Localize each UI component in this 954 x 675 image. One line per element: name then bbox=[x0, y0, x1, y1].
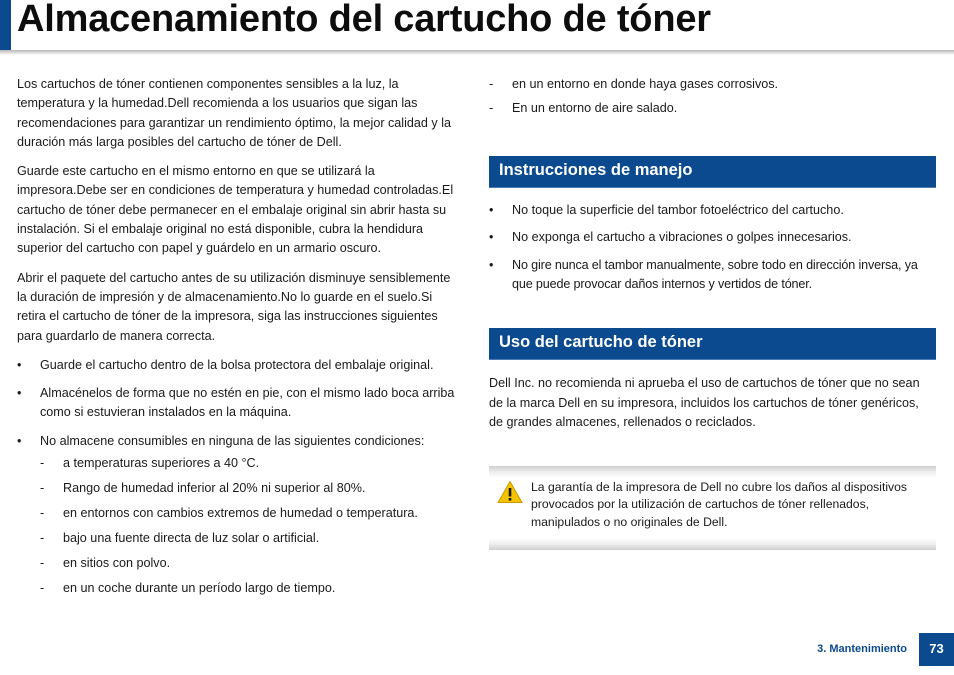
list-item-text: No almacene consumibles en ninguna de las siguientes condiciones: bbox=[40, 433, 425, 448]
unpack-paragraph: Abrir el paquete del cartucho antes de su utilización disminuye sensiblemente la duración de impresión y de almacenamiento.No lo guarde en el suelo.Si retira el cartucho de tóner de la impresora, siga las instrucciones siguientes para guardarlo de manera correcta. bbox=[17, 270, 451, 343]
caution-text: La garantía de la impresora de Dell no cubre los daños al dispositivos provocados por la utilización de cartuchos de tóner rellenados, manipulados o no originales de Dell. bbox=[531, 480, 907, 529]
title-accent-bar bbox=[0, 0, 11, 52]
condition-item bbox=[40, 554, 463, 573]
storage-paragraph: Guarde este cartucho en el mismo entorno en que se utilizará la impresora.Debe ser en condiciones de temperatura y humedad controladas.El cartucho de tóner debe permanecer en el embalaje original sin abrir hasta su instalación. Si el embalaje original no está disponible, cubra la hendidura superior del cartucho con papel y guárdelo en un armario oscuro. bbox=[17, 164, 454, 256]
dash-marker: - bbox=[489, 100, 494, 115]
page-title: Almacenamiento del cartucho de tóner bbox=[17, 0, 711, 40]
storage-bullet-list bbox=[17, 356, 463, 598]
intro-paragraph: Los cartuchos de tóner contienen componentes sensibles a la luz, la temperatura y la humedad.Dell recomienda a los usuarios que sigan las recomendaciones para garantizar un rendimiento óptimo, la mejor calidad y la duración más larga posibles del cartucho de tóner de Dell. bbox=[17, 77, 452, 149]
list-item bbox=[17, 432, 463, 599]
title-divider bbox=[0, 50, 954, 55]
condition-item bbox=[489, 75, 936, 94]
dash-marker: - bbox=[40, 506, 45, 521]
condition-item bbox=[40, 529, 463, 548]
list-item bbox=[17, 384, 463, 423]
caution-note bbox=[489, 466, 936, 550]
handling-list bbox=[489, 201, 936, 294]
footer-section-label: 3. Mantenimiento bbox=[817, 643, 907, 655]
condition-text: bajo una fuente directa de luz solar o artificial. bbox=[63, 531, 320, 545]
usage-section-heading: Uso del cartucho de tóner bbox=[489, 328, 936, 360]
dash-marker: - bbox=[40, 555, 45, 570]
condition-text: Rango de humedad inferior al 20% ni superior al 80%. bbox=[63, 481, 366, 496]
dash-marker: - bbox=[40, 531, 45, 545]
condition-text: en un coche durante un período largo de tiempo. bbox=[63, 580, 336, 595]
list-item bbox=[489, 256, 936, 295]
list-item-text: No toque la superficie del tambor fotoeléctrico del cartucho. bbox=[512, 203, 844, 218]
list-item-text: Guarde el cartucho dentro de la bolsa protectora del embalaje original. bbox=[40, 357, 434, 372]
condition-text: en sitios con polvo. bbox=[63, 555, 171, 570]
bullet-marker: • bbox=[17, 433, 22, 448]
condition-text: en un entorno en donde haya gases corrosivos. bbox=[512, 77, 779, 91]
bullet-marker: • bbox=[17, 386, 22, 401]
list-item bbox=[489, 201, 936, 220]
condition-text: en entornos con cambios extremos de humedad o temperatura. bbox=[63, 506, 418, 521]
dash-marker: - bbox=[40, 456, 45, 471]
list-item bbox=[17, 356, 463, 375]
dash-marker: - bbox=[489, 77, 494, 91]
conditions-list-continued bbox=[489, 75, 936, 118]
list-item-text: No gire nunca el tambor manualmente, sobre todo en dirección inversa, ya que puede provocar daños internos y vertidos de tóner. bbox=[512, 257, 918, 291]
condition-text: En un entorno de aire salado. bbox=[512, 100, 678, 115]
conditions-list bbox=[40, 454, 463, 598]
dash-marker: - bbox=[40, 481, 45, 496]
bullet-marker: • bbox=[489, 203, 494, 218]
handling-section-heading: Instrucciones de manejo bbox=[489, 156, 936, 188]
list-item-text: Almacénelos de forma que no estén en pie, con el mismo lado boca arriba como si estuvieran instalados en la máquina. bbox=[40, 386, 455, 420]
condition-item bbox=[40, 479, 463, 498]
usage-paragraph: Dell Inc. no recomienda ni aprueba el uso de cartuchos de tóner que no sean de la marca Dell en su impresora, incluidos los cartuchos de tóner genéricos, de grandes almacenes, rellenados o reciclados. bbox=[489, 376, 920, 429]
condition-item bbox=[489, 99, 936, 118]
condition-item bbox=[40, 504, 463, 523]
left-column bbox=[17, 75, 463, 607]
dash-marker: - bbox=[40, 580, 45, 595]
page-number: 73 bbox=[919, 633, 954, 666]
right-column bbox=[489, 75, 936, 442]
condition-text: a temperaturas superiores a 40 °C. bbox=[63, 456, 260, 471]
warning-icon bbox=[497, 480, 523, 504]
condition-item bbox=[40, 454, 463, 473]
condition-item bbox=[40, 579, 463, 598]
bullet-marker: • bbox=[489, 230, 494, 245]
bullet-marker: • bbox=[489, 257, 494, 272]
list-item bbox=[489, 228, 936, 247]
list-item-text: No exponga el cartucho a vibraciones o golpes innecesarios. bbox=[512, 230, 852, 245]
bullet-marker: • bbox=[17, 357, 22, 372]
